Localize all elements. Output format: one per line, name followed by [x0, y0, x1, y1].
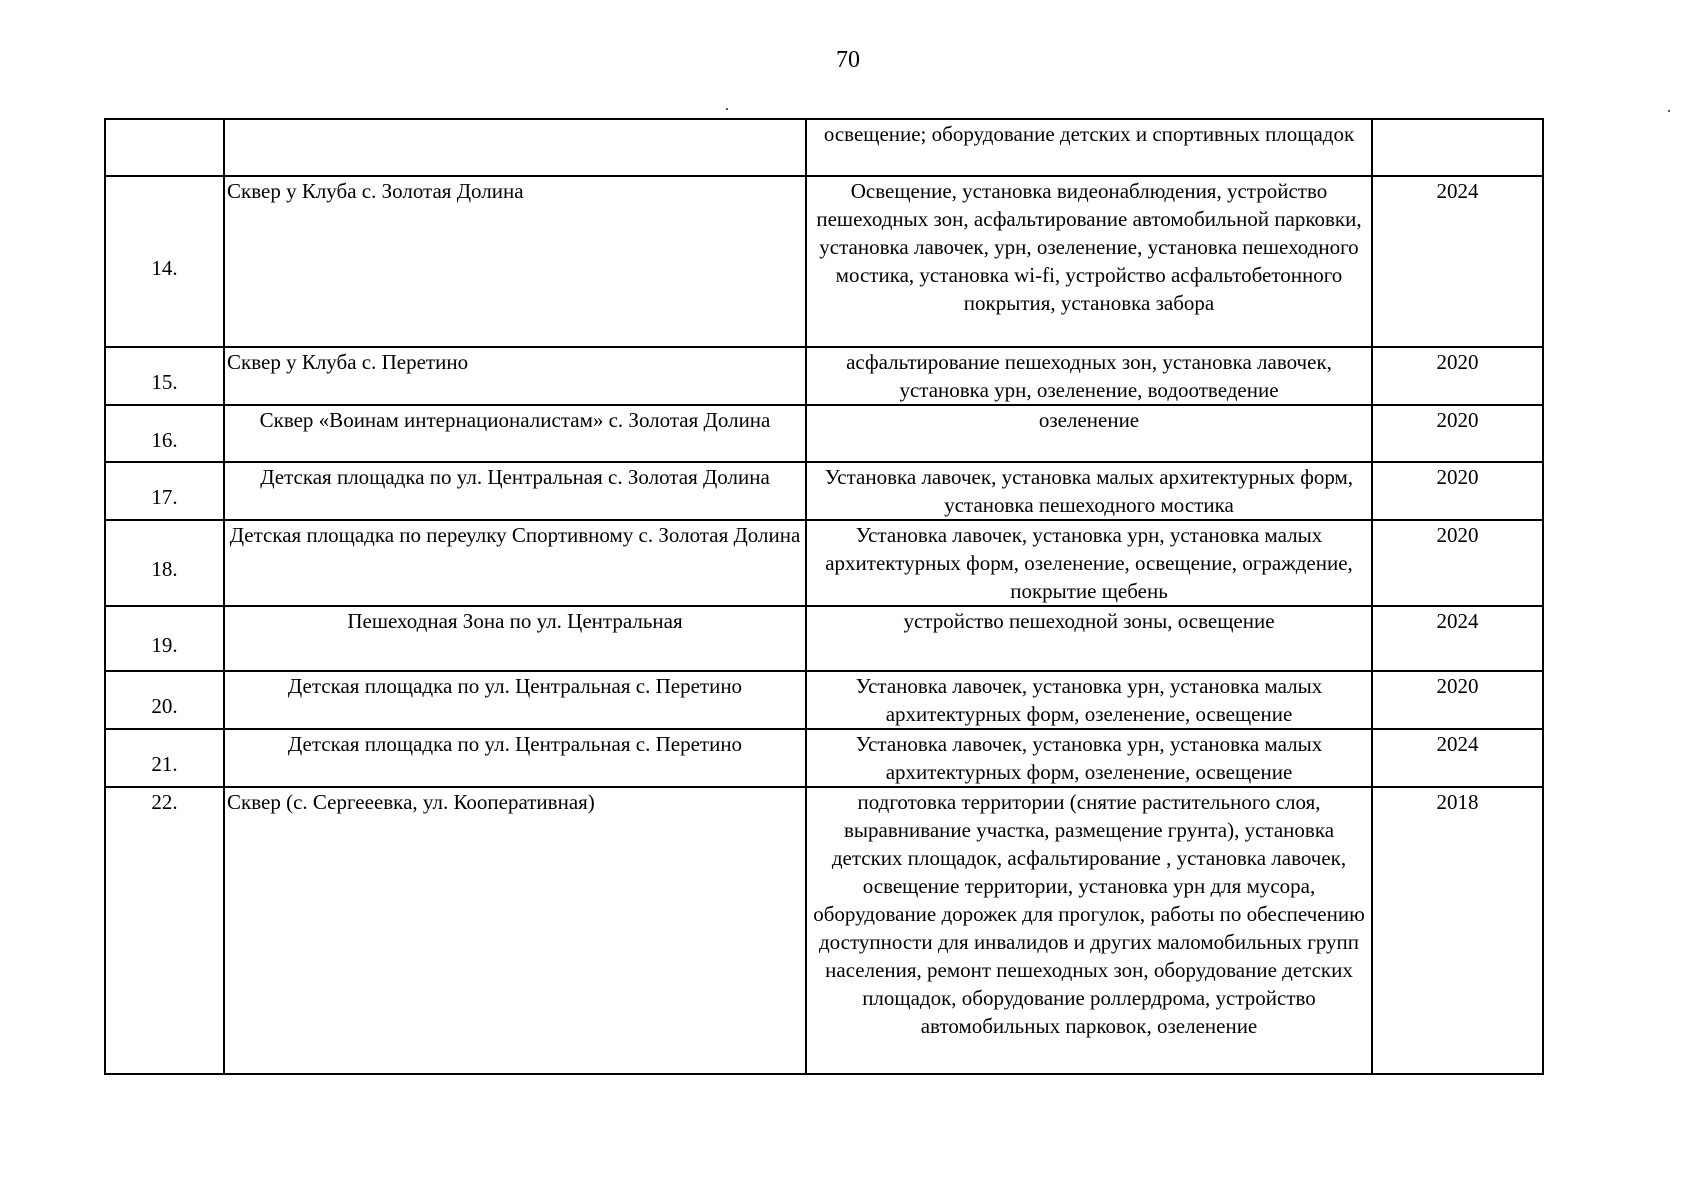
- table-row: [105, 520, 1543, 606]
- work-description: подготовка территории (снятие растительного слоя, выравнивание участка, размещение грунта), установка детских площадок, асфальтирование , установка лавочек, освещение территории, установка урн для мусора, оборудование дорожек для прогулок, работы по обеспечению доступности для инвалидов и других маломобильных групп населения, ремонт пешеходных зон, оборудование детских площадок, оборудование роллердрома, устройство автомобильных парковок, озеленение: [806, 787, 1372, 1074]
- object-name: Детская площадка по переулку Спортивному с. Золотая Долина: [224, 520, 806, 606]
- work-description: освещение; оборудование детских и спортивных площадок: [806, 119, 1372, 176]
- object-name: Сквер у Клуба с. Золотая Долина: [224, 176, 806, 347]
- work-description: озеленение: [806, 405, 1372, 462]
- row-number: 21.: [105, 729, 224, 787]
- table-row: [105, 606, 1543, 671]
- work-description: Освещение, установка видеонаблюдения, устройство пешеходных зон, асфальтирование автомобильной парковки, установка лавочек, урн, озеленение, установка пешеходного мостика, установка wi-fi, устройство асфальтобетонного покрытия, установка забора: [806, 176, 1372, 347]
- table-row: [105, 671, 1543, 729]
- object-name: Детская площадка по ул. Центральная с. Золотая Долина: [224, 462, 806, 520]
- row-number: 15.: [105, 347, 224, 405]
- work-description: Установка лавочек, установка урн, установка малых архитектурных форм, озеленение, освещение: [806, 729, 1372, 787]
- object-name: Пешеходная Зона по ул. Центральная: [224, 606, 806, 671]
- improvement-table: [104, 118, 1544, 1075]
- work-description: Установка лавочек, установка урн, установка малых архитектурных форм, озеленение, освещение: [806, 671, 1372, 729]
- table-row: [105, 119, 1543, 176]
- table-row: [105, 729, 1543, 787]
- row-number: 17.: [105, 462, 224, 520]
- year: 2024: [1372, 606, 1543, 671]
- work-description: асфальтирование пешеходных зон, установка лавочек, установка урн, озеленение, водоотведение: [806, 347, 1372, 405]
- year: [1372, 119, 1543, 176]
- object-name: Детская площадка по ул. Центральная с. Перетино: [224, 671, 806, 729]
- year: 2024: [1372, 729, 1543, 787]
- year: 2020: [1372, 520, 1543, 606]
- year: 2020: [1372, 671, 1543, 729]
- year: 2024: [1372, 176, 1543, 347]
- scan-speck: [726, 108, 728, 110]
- object-name: Сквер у Клуба с. Перетино: [224, 347, 806, 405]
- row-number: [105, 119, 224, 176]
- row-number: 16.: [105, 405, 224, 462]
- table-row: [105, 347, 1543, 405]
- row-number: 18.: [105, 520, 224, 606]
- table-row: [105, 405, 1543, 462]
- table-row: [105, 787, 1543, 1074]
- object-name: Детская площадка по ул. Центральная с. Перетино: [224, 729, 806, 787]
- year: 2020: [1372, 462, 1543, 520]
- year: 2018: [1372, 787, 1543, 1074]
- scan-speck: [1668, 110, 1670, 112]
- work-description: Установка лавочек, установка урн, установка малых архитектурных форм, озеленение, освещение, ограждение, покрытие щебень: [806, 520, 1372, 606]
- work-description: устройство пешеходной зоны, освещение: [806, 606, 1372, 671]
- work-description: Установка лавочек, установка малых архитектурных форм, установка пешеходного мостика: [806, 462, 1372, 520]
- object-name: [224, 119, 806, 176]
- row-number: 22.: [105, 787, 224, 1074]
- table-container: [104, 118, 1544, 1075]
- year: 2020: [1372, 405, 1543, 462]
- row-number: 19.: [105, 606, 224, 671]
- object-name: Сквер «Воинам интернационалистам» с. Золотая Долина: [224, 405, 806, 462]
- page-number: 70: [836, 47, 860, 73]
- table-row: [105, 462, 1543, 520]
- row-number: 20.: [105, 671, 224, 729]
- table-row: [105, 176, 1543, 347]
- year: 2020: [1372, 347, 1543, 405]
- object-name: Сквер (с. Сергееевка, ул. Кооперативная): [224, 787, 806, 1074]
- row-number: 14.: [105, 176, 224, 347]
